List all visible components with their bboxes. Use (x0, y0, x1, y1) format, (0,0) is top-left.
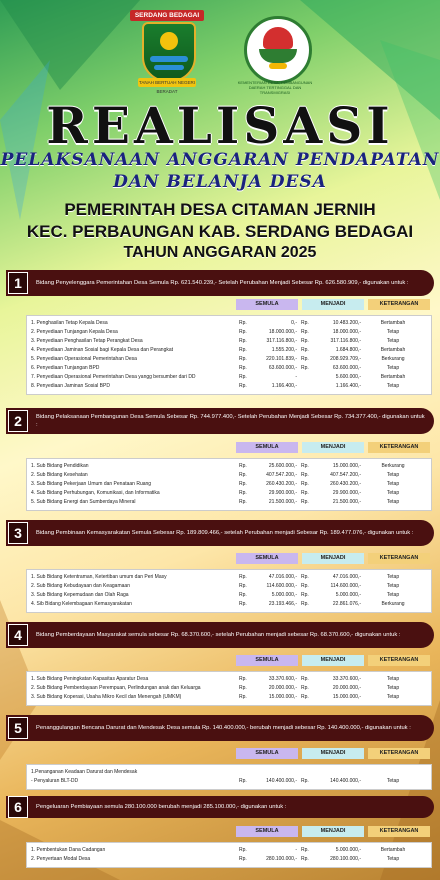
table-row (27, 846, 431, 855)
currency-label: Rp. (301, 499, 309, 505)
menjadi-value: 1.166.400,- (335, 383, 361, 389)
semula-value: 21.500.000,- (268, 499, 297, 505)
table-row (27, 693, 431, 702)
keterangan-value: Tetap (386, 685, 400, 691)
keterangan-value: Tetap (386, 499, 400, 505)
keterangan-value: Bertambah (380, 374, 406, 380)
table-row (27, 480, 431, 489)
col-header-menjadi: MENJADI (302, 442, 364, 453)
currency-label: Rp. (239, 481, 247, 487)
currency-label: Rp. (239, 676, 247, 682)
keterangan-value: Berkurang (381, 601, 405, 607)
currency-label (297, 768, 317, 777)
menjadi-value: 317.116.800,- (330, 338, 361, 344)
currency-label: Rp. (301, 472, 309, 478)
semula-value: 15.000.000,- (268, 694, 297, 700)
keterangan-value (361, 768, 425, 777)
kemendesa-logo-text: KEMENTERIAN DESA, PEMBANGUNAN DAERAH TERTINGGAL DAN TRANSMIGRASI (237, 80, 313, 95)
currency-label: Rp. (301, 320, 309, 326)
section-number: 6 (8, 796, 28, 818)
budget-table (26, 671, 432, 706)
section-description: Bidang Penyelenggara Pemerintahan Desa Semula Rp. 621.540.239,- Setelah Perubahan Menjadi Sebesar Rp. 626.580.909,- digunakan untuk : (36, 280, 409, 286)
currency-label: Rp. (239, 694, 247, 700)
semula-value: 140.400.000,- (266, 778, 297, 784)
item-name: 3. Penyediaan Penghasilan Tetap Perangkat Desa (31, 338, 143, 344)
semula-value: 1.555.200,- (271, 347, 297, 353)
col-header-keterangan: KETERANGAN (368, 553, 430, 564)
col-header-menjadi: MENJADI (302, 553, 364, 564)
semula-value: 280.100.000,- (266, 856, 297, 862)
menjadi-value: 10.483.200,- (332, 320, 361, 326)
item-name: 1. Sub Bidang Pendidikan (31, 463, 89, 469)
table-row (27, 328, 431, 337)
village-heading: PEMERINTAH DESA CITAMAN JERNIH (64, 200, 376, 219)
menjadi-value: 29.900.000,- (332, 490, 361, 496)
keterangan-value: Tetap (386, 778, 400, 784)
col-header-keterangan: KETERANGAN (368, 299, 430, 310)
currency-label: Rp. (239, 338, 247, 344)
table-row (27, 382, 431, 391)
col-header-semula: SEMULA (236, 299, 298, 310)
semula-value (253, 768, 297, 777)
budget-table (26, 764, 432, 790)
serdang-bedagai-logo (134, 10, 200, 94)
item-name: - Penyaluran BLT-DD (31, 778, 79, 784)
section-number: 5 (8, 717, 28, 739)
currency-label: Rp. (301, 601, 309, 607)
col-header-semula: SEMULA (236, 826, 298, 837)
menjadi-value: 407.547.200,- (330, 472, 361, 478)
col-header-menjadi: MENJADI (302, 826, 364, 837)
item-name: 3. Sub Bidang Koperasi, Usaha Mikro Kecil dan Menengah (UMKM) (31, 694, 182, 700)
menjadi-value: 21.500.000,- (332, 499, 361, 505)
section-description: Bidang Pembinaan Kemasyarakatan Semula Sebesar Rp. 189.809.466,- setelah Perubahan menjadi Sebesar Rp. 189.477.076,- digunakan untuk : (36, 530, 414, 536)
kemendesa-emblem-icon (244, 16, 312, 84)
col-header-semula: SEMULA (236, 655, 298, 666)
item-name: 2. Penyediaan Tunjangan Kepala Desa (31, 329, 118, 335)
currency-label: Rp. (239, 356, 247, 362)
item-name: 1. Pembentukan Dana Cadangan (31, 847, 106, 853)
keterangan-value: Tetap (386, 676, 400, 682)
menjadi-value: 280.100.000,- (330, 856, 361, 862)
semula-value: 220.101.839,- (266, 356, 297, 362)
page-title: REALISASI (46, 96, 394, 155)
table-row (27, 346, 431, 355)
currency-label: Rp. (301, 365, 309, 371)
semula-value: 33.370.600,- (268, 676, 297, 682)
item-name: 2. Penyertaan Modal Desa (31, 856, 91, 862)
currency-label: Rp. (239, 583, 247, 589)
section-number: 1 (8, 272, 28, 294)
currency-label: Rp. (239, 472, 247, 478)
semula-value: 317.116.800,- (266, 338, 297, 344)
table-row (27, 462, 431, 471)
currency-label: Rp. (301, 574, 309, 580)
table-row (27, 591, 431, 600)
table-row (27, 600, 431, 609)
table-row (27, 337, 431, 346)
budget-table (26, 458, 432, 511)
item-name: 2. Sub Bidang Pemberdayaan Perempuan, Perlindungan anak dan Keluarga (31, 685, 201, 691)
item-name: 1. Sub Bidang Peningkatan Kapasitas Aparatur Desa (31, 676, 149, 682)
col-header-keterangan: KETERANGAN (368, 655, 430, 666)
table-row (27, 573, 431, 582)
currency-label: Rp. (301, 583, 309, 589)
item-name: 5. Sub Bidang Energi dan Sumberdaya Mineral (31, 499, 136, 505)
menjadi-value: 114.600.000,- (330, 583, 361, 589)
menjadi-value: 5.000.000,- (335, 847, 361, 853)
currency-label: Rp. (239, 347, 247, 353)
semula-value: 25.600.000,- (268, 463, 297, 469)
section-description: Pengeluaran Pembiayaan semula 280.100.000 berubah menjadi 285.100.000,- digunakan untuk : (36, 804, 287, 810)
item-name: 2. Sub Bidang Kebudayaan dan Keagamaan (31, 583, 130, 589)
keterangan-value: Bertambah (380, 847, 406, 853)
menjadi-value: 208.929.709,- (330, 356, 361, 362)
menjadi-value: 5.000.000,- (335, 592, 361, 598)
regency-shield-icon (142, 22, 196, 82)
section-header (6, 715, 434, 741)
table-row (27, 373, 431, 382)
fiscal-year-heading: TAHUN ANGGARAN 2025 (123, 244, 317, 261)
keterangan-value: Tetap (386, 365, 400, 371)
currency-label: Rp. (239, 847, 247, 853)
section-header (6, 622, 434, 648)
budget-table (26, 315, 432, 395)
section-number: 4 (8, 624, 28, 646)
semula-value: - (295, 374, 297, 380)
section-header (6, 408, 434, 434)
currency-label: Rp. (301, 694, 309, 700)
item-name: 8. Penyediaan Jaminan Sosial BPD (31, 383, 110, 389)
semula-value: 20.000.000,- (268, 685, 297, 691)
table-row (27, 768, 431, 777)
section-number: 3 (8, 522, 28, 544)
keterangan-value: Bertambah (380, 320, 406, 326)
currency-label (297, 382, 317, 391)
subtitle-line-1: PELAKSANAAN ANGGARAN PENDAPATAN (0, 150, 440, 170)
item-name: 5. Penyediaan Operasional Pemerintahan Desa (31, 356, 137, 362)
semula-value: 114.600.000,- (266, 583, 297, 589)
district-heading: KEC. PERBAUNGAN KAB. SERDANG BEDAGAI (26, 222, 414, 241)
currency-label: Rp. (301, 685, 309, 691)
table-row (27, 855, 431, 864)
currency-label: Rp. (239, 778, 247, 784)
currency-label: Rp. (301, 490, 309, 496)
kemendesa-logo (237, 14, 313, 95)
item-name: 1.Penanganan Keadaan Darurat dan Mendesak (31, 769, 138, 775)
currency-label: Rp. (239, 365, 247, 371)
keterangan-value: Tetap (386, 481, 400, 487)
keterangan-value: Tetap (386, 490, 400, 496)
menjadi-value: 15.000.000,- (332, 694, 361, 700)
menjadi-value: 33.370.600,- (332, 676, 361, 682)
currency-label: Rp. (239, 574, 247, 580)
col-header-keterangan: KETERANGAN (368, 442, 430, 453)
keterangan-value: Tetap (386, 329, 400, 335)
keterangan-value: Bertambah (380, 347, 406, 353)
section-description: Penanggulangan Bencana Darurat dan Mendesak Desa semula Rp. 140.400.000,- berubah menjadi sebesar Rp. 140.400.000,- digunakan untuk : (36, 725, 411, 731)
budget-table (26, 569, 432, 613)
menjadi-value: 20.000.000,- (332, 685, 361, 691)
item-name: 3. Sub Bidang Pekerjaan Umum dan Penataan Ruang (31, 481, 152, 487)
table-row (27, 355, 431, 364)
item-name: 7. Penyediaan Operasional Pemerintahan Desa yangg bersumber dari DD (31, 374, 196, 380)
item-name: 3. Sub Bidang Kepemudaan dan Olah Raga (31, 592, 129, 598)
col-header-keterangan: KETERANGAN (368, 826, 430, 837)
semula-value: 63.600.000,- (268, 365, 297, 371)
currency-label: Rp. (301, 856, 309, 862)
currency-label: Rp. (301, 778, 309, 784)
currency-label: Rp. (239, 499, 247, 505)
currency-label: Rp. (239, 329, 247, 335)
currency-label: Rp. (301, 592, 309, 598)
logo-area (0, 6, 440, 98)
semula-value: 407.547.200,- (266, 472, 297, 478)
currency-label: Rp. (239, 383, 247, 389)
currency-label: Rp. (239, 374, 247, 380)
section-header (6, 270, 434, 296)
currency-label: Rp. (239, 490, 247, 496)
table-row (27, 498, 431, 507)
currency-label: Rp. (301, 463, 309, 469)
item-name: 4. Penyediaan Jaminan Sosial bagi Kepala Desa dan Perangkat (31, 347, 174, 353)
item-name: 2. Sub Bidang Kesehatan (31, 472, 88, 478)
logo-banner-text: SERDANG BEDAGAI (130, 10, 204, 21)
currency-label (239, 768, 253, 777)
item-name: 4. Sub Bidang Perhubungan, Komunikasi, dan Informatika (31, 490, 160, 496)
keterangan-value: Tetap (386, 592, 400, 598)
menjadi-value (317, 768, 361, 777)
currency-label: Rp. (301, 676, 309, 682)
menjadi-value: 1.684.800,- (335, 347, 361, 353)
semula-value: 0,- (291, 320, 297, 326)
table-row (27, 777, 431, 786)
table-row (27, 582, 431, 591)
currency-label (297, 373, 317, 382)
table-row (27, 319, 431, 328)
section-header (6, 796, 434, 818)
menjadi-value: 63.600.000,- (332, 365, 361, 371)
menjadi-value: 18.000.000,- (332, 329, 361, 335)
currency-label: Rp. (301, 481, 309, 487)
currency-label: Rp. (301, 338, 309, 344)
item-name: 1. Sub Bidang Ketentraman, Ketertiban umum dan Peri Masy (31, 574, 167, 580)
col-header-semula: SEMULA (236, 748, 298, 759)
section-header (6, 520, 434, 546)
currency-label: Rp. (239, 463, 247, 469)
item-name: 6. Penyediaan Tunjangan BPD (31, 365, 100, 371)
section-number: 2 (8, 410, 28, 432)
currency-label: Rp. (239, 685, 247, 691)
menjadi-value: 22.861.076,- (332, 601, 361, 607)
currency-label: Rp. (239, 320, 247, 326)
currency-label: Rp. (301, 329, 309, 335)
currency-label: Rp. (301, 847, 309, 853)
semula-value: 18.000.000,- (268, 329, 297, 335)
currency-label: Rp. (239, 601, 247, 607)
semula-value: 260.430.200,- (266, 481, 297, 487)
col-header-semula: SEMULA (236, 442, 298, 453)
semula-value: 29.900.000,- (268, 490, 297, 496)
table-row (27, 675, 431, 684)
currency-label: Rp. (239, 856, 247, 862)
semula-value: 23.193.466,- (268, 601, 297, 607)
table-row (27, 684, 431, 693)
table-row (27, 364, 431, 373)
section-description: Bidang Pelaksanaan Pembangunan Desa Semula Sebesar Rp. 744.977.400,- Setelah Perubahan Menjadi Sebesar Rp. 734.377.400,- digunakan untuk : (36, 414, 425, 428)
table-row (27, 471, 431, 480)
keterangan-value: Tetap (386, 338, 400, 344)
logo-motto: TANAH BERTUAH NEGERI BERADAT (138, 80, 196, 94)
currency-label: Rp. (301, 356, 309, 362)
keterangan-value: Berkurang (381, 356, 405, 362)
table-row (27, 489, 431, 498)
semula-value: - (295, 847, 297, 853)
col-header-semula: SEMULA (236, 553, 298, 564)
keterangan-value: Tetap (386, 574, 400, 580)
semula-value: 5.000.000,- (271, 592, 297, 598)
semula-value: 1.166.400,- (271, 383, 297, 389)
subtitle-line-2: DAN BELANJA DESA (113, 172, 327, 192)
keterangan-value: Tetap (386, 583, 400, 589)
menjadi-value: 15.000.000,- (332, 463, 361, 469)
menjadi-value: 47.016.000,- (332, 574, 361, 580)
col-header-menjadi: MENJADI (302, 299, 364, 310)
keterangan-value: Tetap (386, 383, 400, 389)
semula-value: 47.016.000,- (268, 574, 297, 580)
keterangan-value: Tetap (386, 856, 400, 862)
keterangan-value: Tetap (386, 694, 400, 700)
menjadi-value: 260.430.200,- (330, 481, 361, 487)
budget-table (26, 842, 432, 868)
section-description: Bidang Pemberdayaan Masyarakat semula sebesar Rp. 68.370.600,- setelah Perubahan menjadi sebesar Rp. 68.370.600,- digunakan untuk : (36, 632, 401, 638)
col-header-menjadi: MENJADI (302, 655, 364, 666)
menjadi-value: 5.600.000,- (335, 374, 361, 380)
item-name: 1. Penghasilan Tetap Kepala Desa (31, 320, 108, 326)
keterangan-value: Tetap (386, 472, 400, 478)
currency-label: Rp. (301, 347, 309, 353)
col-header-menjadi: MENJADI (302, 748, 364, 759)
col-header-keterangan: KETERANGAN (368, 748, 430, 759)
menjadi-value: 140.400.000,- (330, 778, 361, 784)
keterangan-value: Berkurang (381, 463, 405, 469)
item-name: 4. Sib Bidang Kelembagaan Kemasyarakatan (31, 601, 132, 607)
currency-label: Rp. (239, 592, 247, 598)
